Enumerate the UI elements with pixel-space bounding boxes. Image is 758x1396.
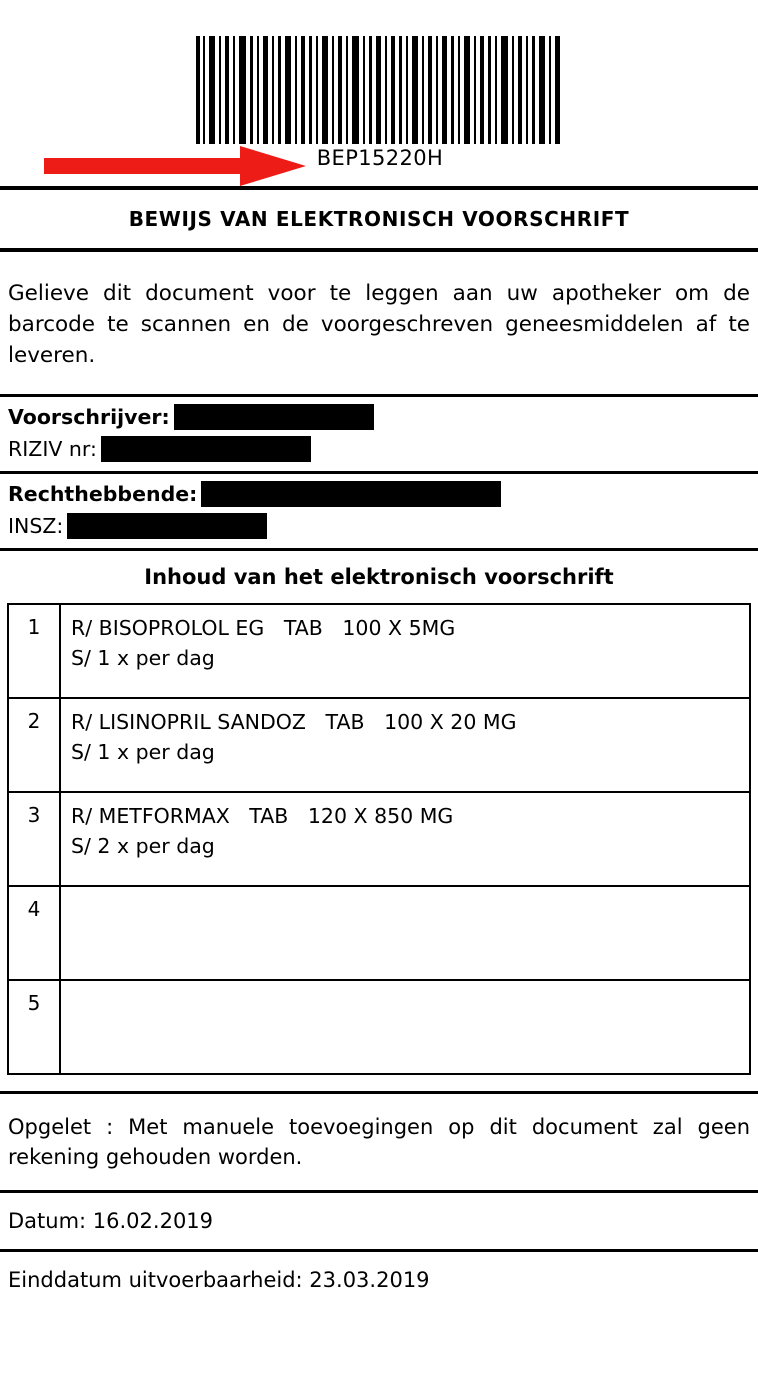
row-medication: R/ LISINOPRIL SANDOZ TAB 100 X 20 MG xyxy=(71,709,517,734)
table-row xyxy=(8,980,750,1074)
document-enddate: Einddatum uitvoerbaarheid: 23.03.2019 xyxy=(8,1268,430,1293)
prescription-table xyxy=(7,603,751,1075)
riziv-label: RIZIV nr: xyxy=(8,436,97,461)
prescriber-riziv-line xyxy=(8,433,750,465)
patient-name-redacted xyxy=(201,481,501,507)
row-number: 2 xyxy=(8,698,60,792)
row-content xyxy=(60,980,750,1074)
row-medication: R/ METFORMAX TAB 120 X 850 MG xyxy=(71,803,454,828)
riziv-value-redacted xyxy=(101,436,311,462)
row-medication: R/ BISOPROLOL EG TAB 100 X 5MG xyxy=(71,615,456,640)
prescriber-name-line xyxy=(8,401,750,433)
document-date: Datum: 16.02.2019 xyxy=(0,1193,758,1252)
insz-value-redacted xyxy=(67,513,267,539)
table-row xyxy=(8,886,750,980)
barcode-code-text: BEP15220H xyxy=(316,146,444,170)
barcode-section xyxy=(0,0,758,190)
prescriber-name-redacted xyxy=(174,404,374,430)
content-heading: Inhoud van het elektronisch voorschrift xyxy=(144,564,614,589)
manual-additions-notice: Opgelet : Met manuele toevoegingen op dit document zal geen rekening gehouden worden. xyxy=(0,1091,758,1194)
row-posology: S/ 2 x per dag xyxy=(71,834,215,859)
row-posology: S/ 1 x per dag xyxy=(71,646,215,671)
table-row xyxy=(8,698,750,792)
row-content xyxy=(60,698,750,792)
barcode-image xyxy=(196,36,564,144)
prescriber-label: Voorschrijver: xyxy=(8,404,170,429)
row-content xyxy=(60,886,750,980)
patient-label: Rechthebbende: xyxy=(8,481,198,506)
page-title: BEWIJS VAN ELEKTRONISCH VOORSCHRIFT xyxy=(128,207,630,231)
document-title-band xyxy=(0,190,758,252)
intro-paragraph: Gelieve dit document voor te leggen aan uw apotheker om de barcode te scannen en de voorgeschreven geneesmiddelen af te leveren. xyxy=(0,252,758,397)
table-row xyxy=(8,792,750,886)
patient-insz-line xyxy=(8,510,750,542)
row-content xyxy=(60,792,750,886)
prescriber-block xyxy=(0,397,758,474)
row-number: 5 xyxy=(8,980,60,1074)
row-number: 3 xyxy=(8,792,60,886)
barcode-icon xyxy=(196,36,564,144)
insz-label: INSZ: xyxy=(8,513,64,538)
row-content xyxy=(60,604,750,698)
table-row xyxy=(8,604,750,698)
patient-name-line xyxy=(8,478,750,510)
row-number: 4 xyxy=(8,886,60,980)
patient-block xyxy=(0,474,758,551)
row-number: 1 xyxy=(8,604,60,698)
row-posology: S/ 1 x per dag xyxy=(71,740,215,765)
